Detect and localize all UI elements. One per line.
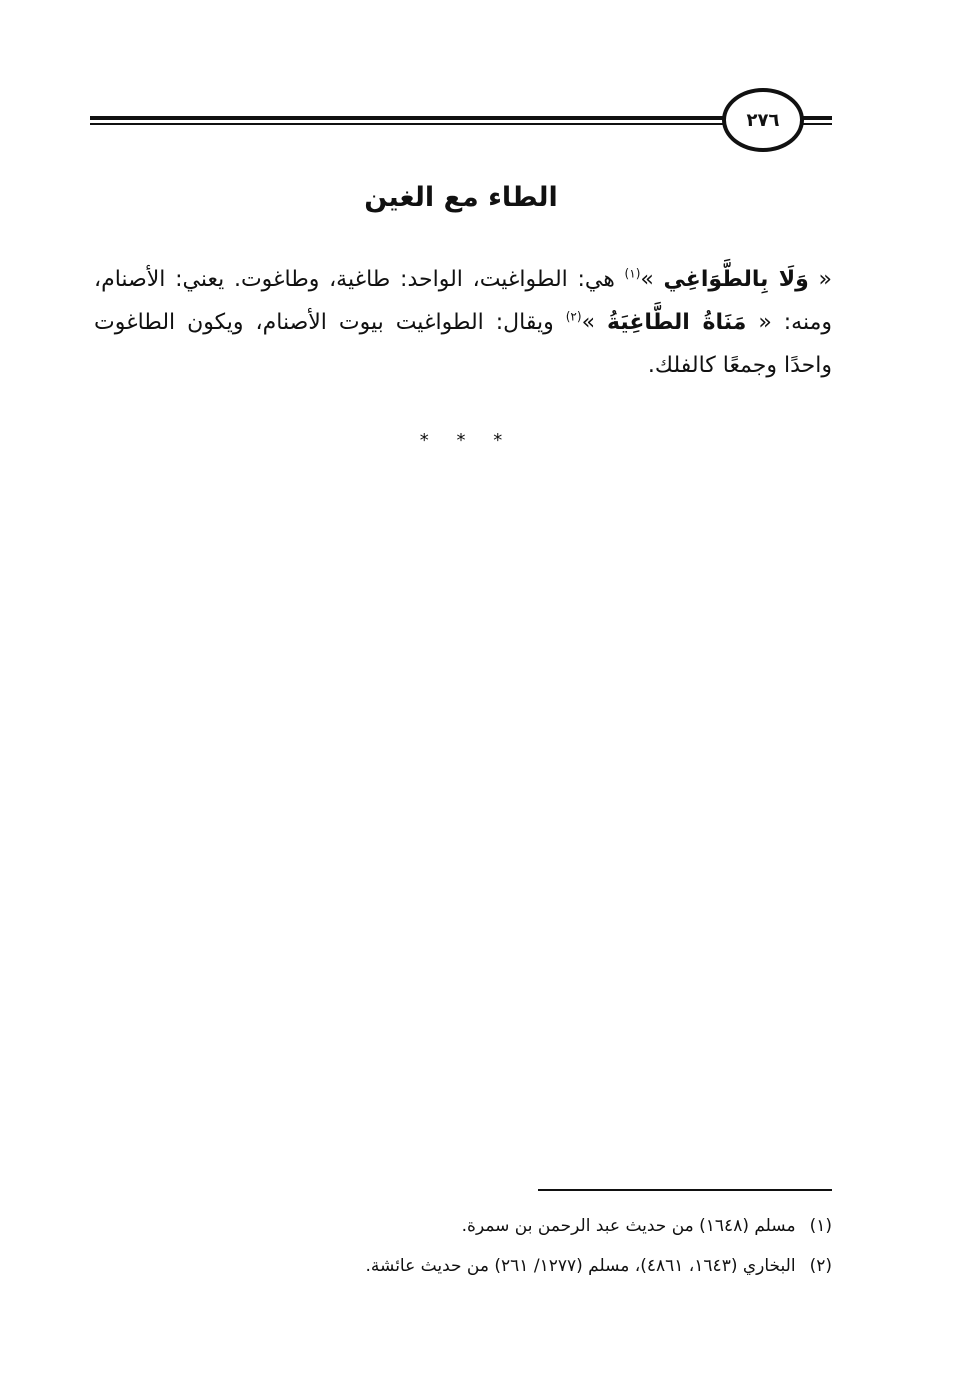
- open-quote-2: «: [746, 310, 772, 335]
- footnotes: [94, 1206, 832, 1286]
- footnote-item: [94, 1246, 832, 1286]
- footnote-item: [94, 1206, 832, 1246]
- page-header: [90, 88, 832, 158]
- header-rule-thick: [90, 116, 732, 120]
- section-separator: * * *: [419, 430, 503, 451]
- close-quote-2: »: [581, 310, 607, 335]
- footnote-divider: [538, 1189, 832, 1191]
- hadith-quote-1: وَلَا بِالطَّوَاغِي: [663, 267, 809, 292]
- open-quote-1: «: [808, 267, 832, 292]
- header-rule-thin: [90, 123, 732, 125]
- footnote-ref-1[interactable]: (١): [624, 266, 641, 281]
- footnote-number: (١): [809, 1216, 832, 1236]
- body-text-1: هي: الطواغيت، الواحد: طاغية، وطاغوت. يعني: الأصنام، ومنه:: [94, 267, 833, 335]
- hadith-quote-2: مَنَاةُ الطَّاغِيَةُ: [607, 310, 747, 335]
- section-title: الطاء مع الغين: [364, 182, 558, 213]
- page-number-oval: [722, 88, 804, 152]
- header-rule-right-thin: [802, 123, 832, 125]
- body-text-2: ويقال: الطواغيت بيوت الأصنام، ويكون الطاغوت واحدًا وجمعًا كالفلك.: [94, 310, 832, 378]
- body-paragraph: [94, 258, 832, 387]
- footnote-text: مسلم (١٦٤٨) من حديث عبد الرحمن بن سمرة.: [461, 1216, 796, 1236]
- close-quote-1: »: [640, 267, 664, 292]
- footnote-ref-2[interactable]: (٢): [565, 309, 582, 324]
- page-number: ٢٧٦: [746, 109, 780, 131]
- header-rule-right-thick: [802, 116, 832, 120]
- footnote-number: (٢): [809, 1256, 832, 1276]
- footnote-text: البخاري (١٦٤٣، ٤٨٦١)، مسلم (١٢٧٧/ ٢٦١) من حديث عائشة.: [365, 1256, 796, 1276]
